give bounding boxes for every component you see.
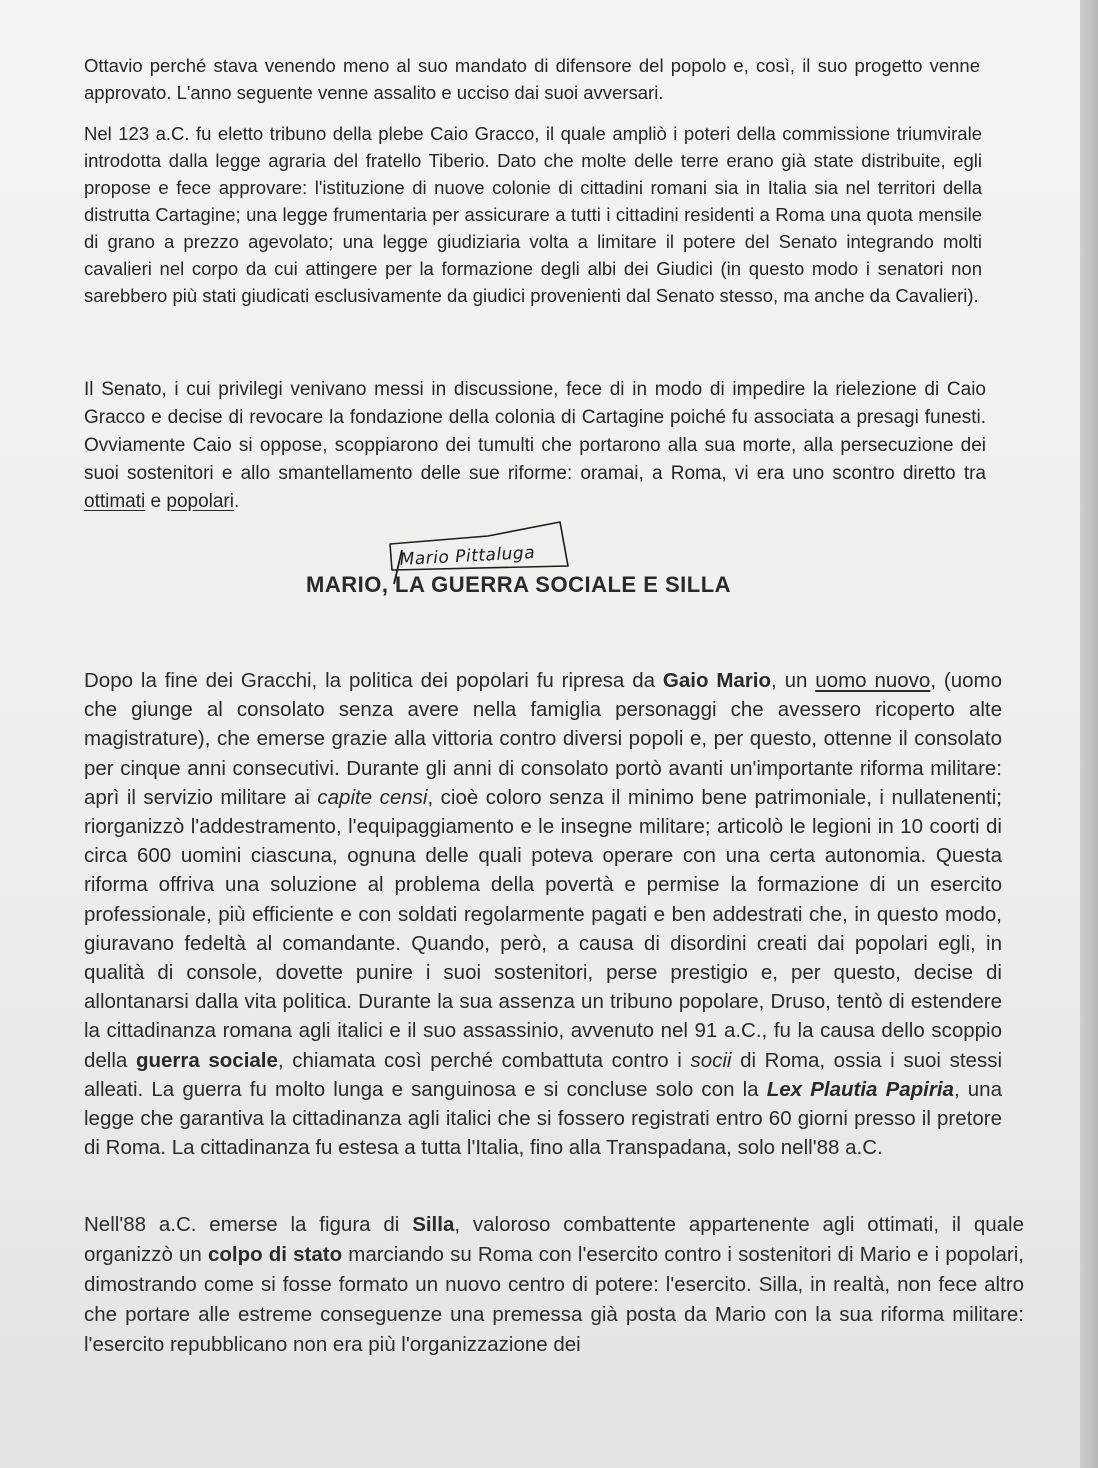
text-run: Gaio Mario: [662, 669, 772, 692]
text-run: guerra sociale: [135, 1048, 278, 1072]
text-run: Dopo la fine dei Gracchi, la politica dei popolari fu ripresa da: [84, 669, 663, 692]
text-run: , chiamata così perché combattuta contro i: [277, 1048, 691, 1072]
text-run: marciando su Roma con l'esercito contro i sostenitori di Mario e i popolari, dimostrando come si fosse formato un nuovo centro di potere: l'esercito. Silla, in realtà, non fece altro che portare alle estreme conseguenze una premessa già posta da Mario con la sua riforma militare: l'esercito repubblicano non era più l'organizzazione dei: [84, 1243, 1024, 1356]
paragraph: [84, 52, 980, 106]
section-heading: MARIO, LA GUERRA SOCIALE E SILLA: [306, 572, 732, 597]
text-run: Nell'88 a.C. emerse la figura di: [84, 1213, 413, 1236]
text-run: Lex Plautia Papiria: [766, 1077, 954, 1101]
text-run: , un: [771, 669, 816, 692]
page-edge-shadow: [1080, 0, 1098, 1468]
text-run: colpo di stato: [207, 1243, 343, 1266]
text-run: , una legge che garantiva la cittadinanza agli italici che si fossero registrati entro 60 giorni presso il pretore di Roma. La cittadinanza fu estesa a tutta l'Italia, fino alla Transpadana, solo nell'88 a.C.: [84, 1077, 1002, 1160]
text-run: e: [145, 491, 167, 512]
text-run: Il Senato, i cui privilegi venivano messi in discussione, fece di in modo di impedire la rielezione di Caio Gracco e decise di revocare la fondazione della colonia di Cartagine poiché fu associata a presagi funesti. Ovviamente Caio si oppose, scoppiarono dei tumulti che portarono alla sua morte, alla persecuzione dei suoi sostenitori e allo smantellamento delle sue riforme: oramai, a Roma, vi era uno scontro diretto tra: [84, 379, 986, 484]
paragraph: [84, 1210, 1024, 1360]
text-run: di Roma, ossia i suoi stessi alleati. La guerra fu molto lunga e sanguinosa e si concluse solo con la: [84, 1048, 1002, 1101]
text-run: Ottavio perché stava venendo meno al suo mandato di difensore del popolo e, così, il suo progetto venne approvato. L'anno seguente venne assalito e ucciso dai suoi avversari.: [84, 55, 980, 103]
text-run: , cioè coloro senza il minimo bene patrimoniale, i nullatenenti; riorganizzò l'addestramento, l'equipaggiamento e le insegne militare; articolò le legioni in 10 coorti di circa 600 uomini ciascuna, ognuna delle quali poteva operare con una certa autonomia. Questa riforma offriva una soluzione al problema della povertà e permise la formazione di un esercito professionale, più efficiente e con soldati regolarmente pagati e ben addestrati che, in questo modo, giuravano fedeltà al comandante. Quando, però, a causa di disordini creati dai popolari egli, in qualità di console, dovette punire i suoi sostenitori, perse prestigio e, per questo, decise di allontanarsi dalla vita politica. Durante la sua assenza un tribuno popolare, Druso, tentò di estendere la cittadinanza romana agli italici e il suo assassinio, avvenuto nel 91 a.C., fu la causa dello scoppio della: [84, 785, 1002, 1072]
text-run: uomo nuovo: [815, 669, 931, 692]
text-run: , valoroso combattente appartenente agli ottimati, il quale organizzò un: [84, 1213, 1024, 1266]
text-run: popolari: [166, 491, 234, 512]
text-run: socii: [690, 1048, 732, 1072]
paragraph: [84, 376, 986, 516]
text-run: capite censi: [317, 785, 428, 809]
text-run: Nel 123 a.C. fu eletto tribuno della plebe Caio Gracco, il quale ampliò i poteri della commissione triumvirale introdotta dalla legge agraria del fratello Tiberio. Dato che molte delle terre erano già state distribuite, egli propose e fece approvare: l'istituzione di nuove colonie di cittadini romani sia in Italia sia nel territori della distrutta Cartagine; una legge frumentaria per assicurare a tutti i cittadini residenti a Roma una quota mensile di grano a prezzo agevolato; una legge giudiziaria volta a limitare il potere del Senato integrando molti cavalieri nel corpo da cui attingere per la formazione degli albi dei Giudici (in questo modo i senatori non sarebbero più stati giudicati esclusivamente da giudici provenienti dal Senato stesso, ma anche da Cavalieri).: [84, 123, 982, 306]
paragraph: [84, 666, 1002, 1162]
handwritten-note-text: Mario Pittaluga: [399, 542, 536, 570]
text-run: Silla: [412, 1213, 455, 1236]
paragraph: [84, 120, 982, 309]
text-run: .: [233, 491, 240, 512]
text-run: , (uomo che giunge al consolato senza avere nella famiglia personaggi che avessero ricoperto alte magistrature), che emerse grazie alla vittoria contro diversi popoli e, per questo, ottenne il consolato per cinque anni consecutivi. Durante gli anni di consolato portò avanti un'importante riforma militare: aprì il servizio militare ai: [84, 669, 1003, 809]
text-run: ottimati: [84, 491, 146, 512]
